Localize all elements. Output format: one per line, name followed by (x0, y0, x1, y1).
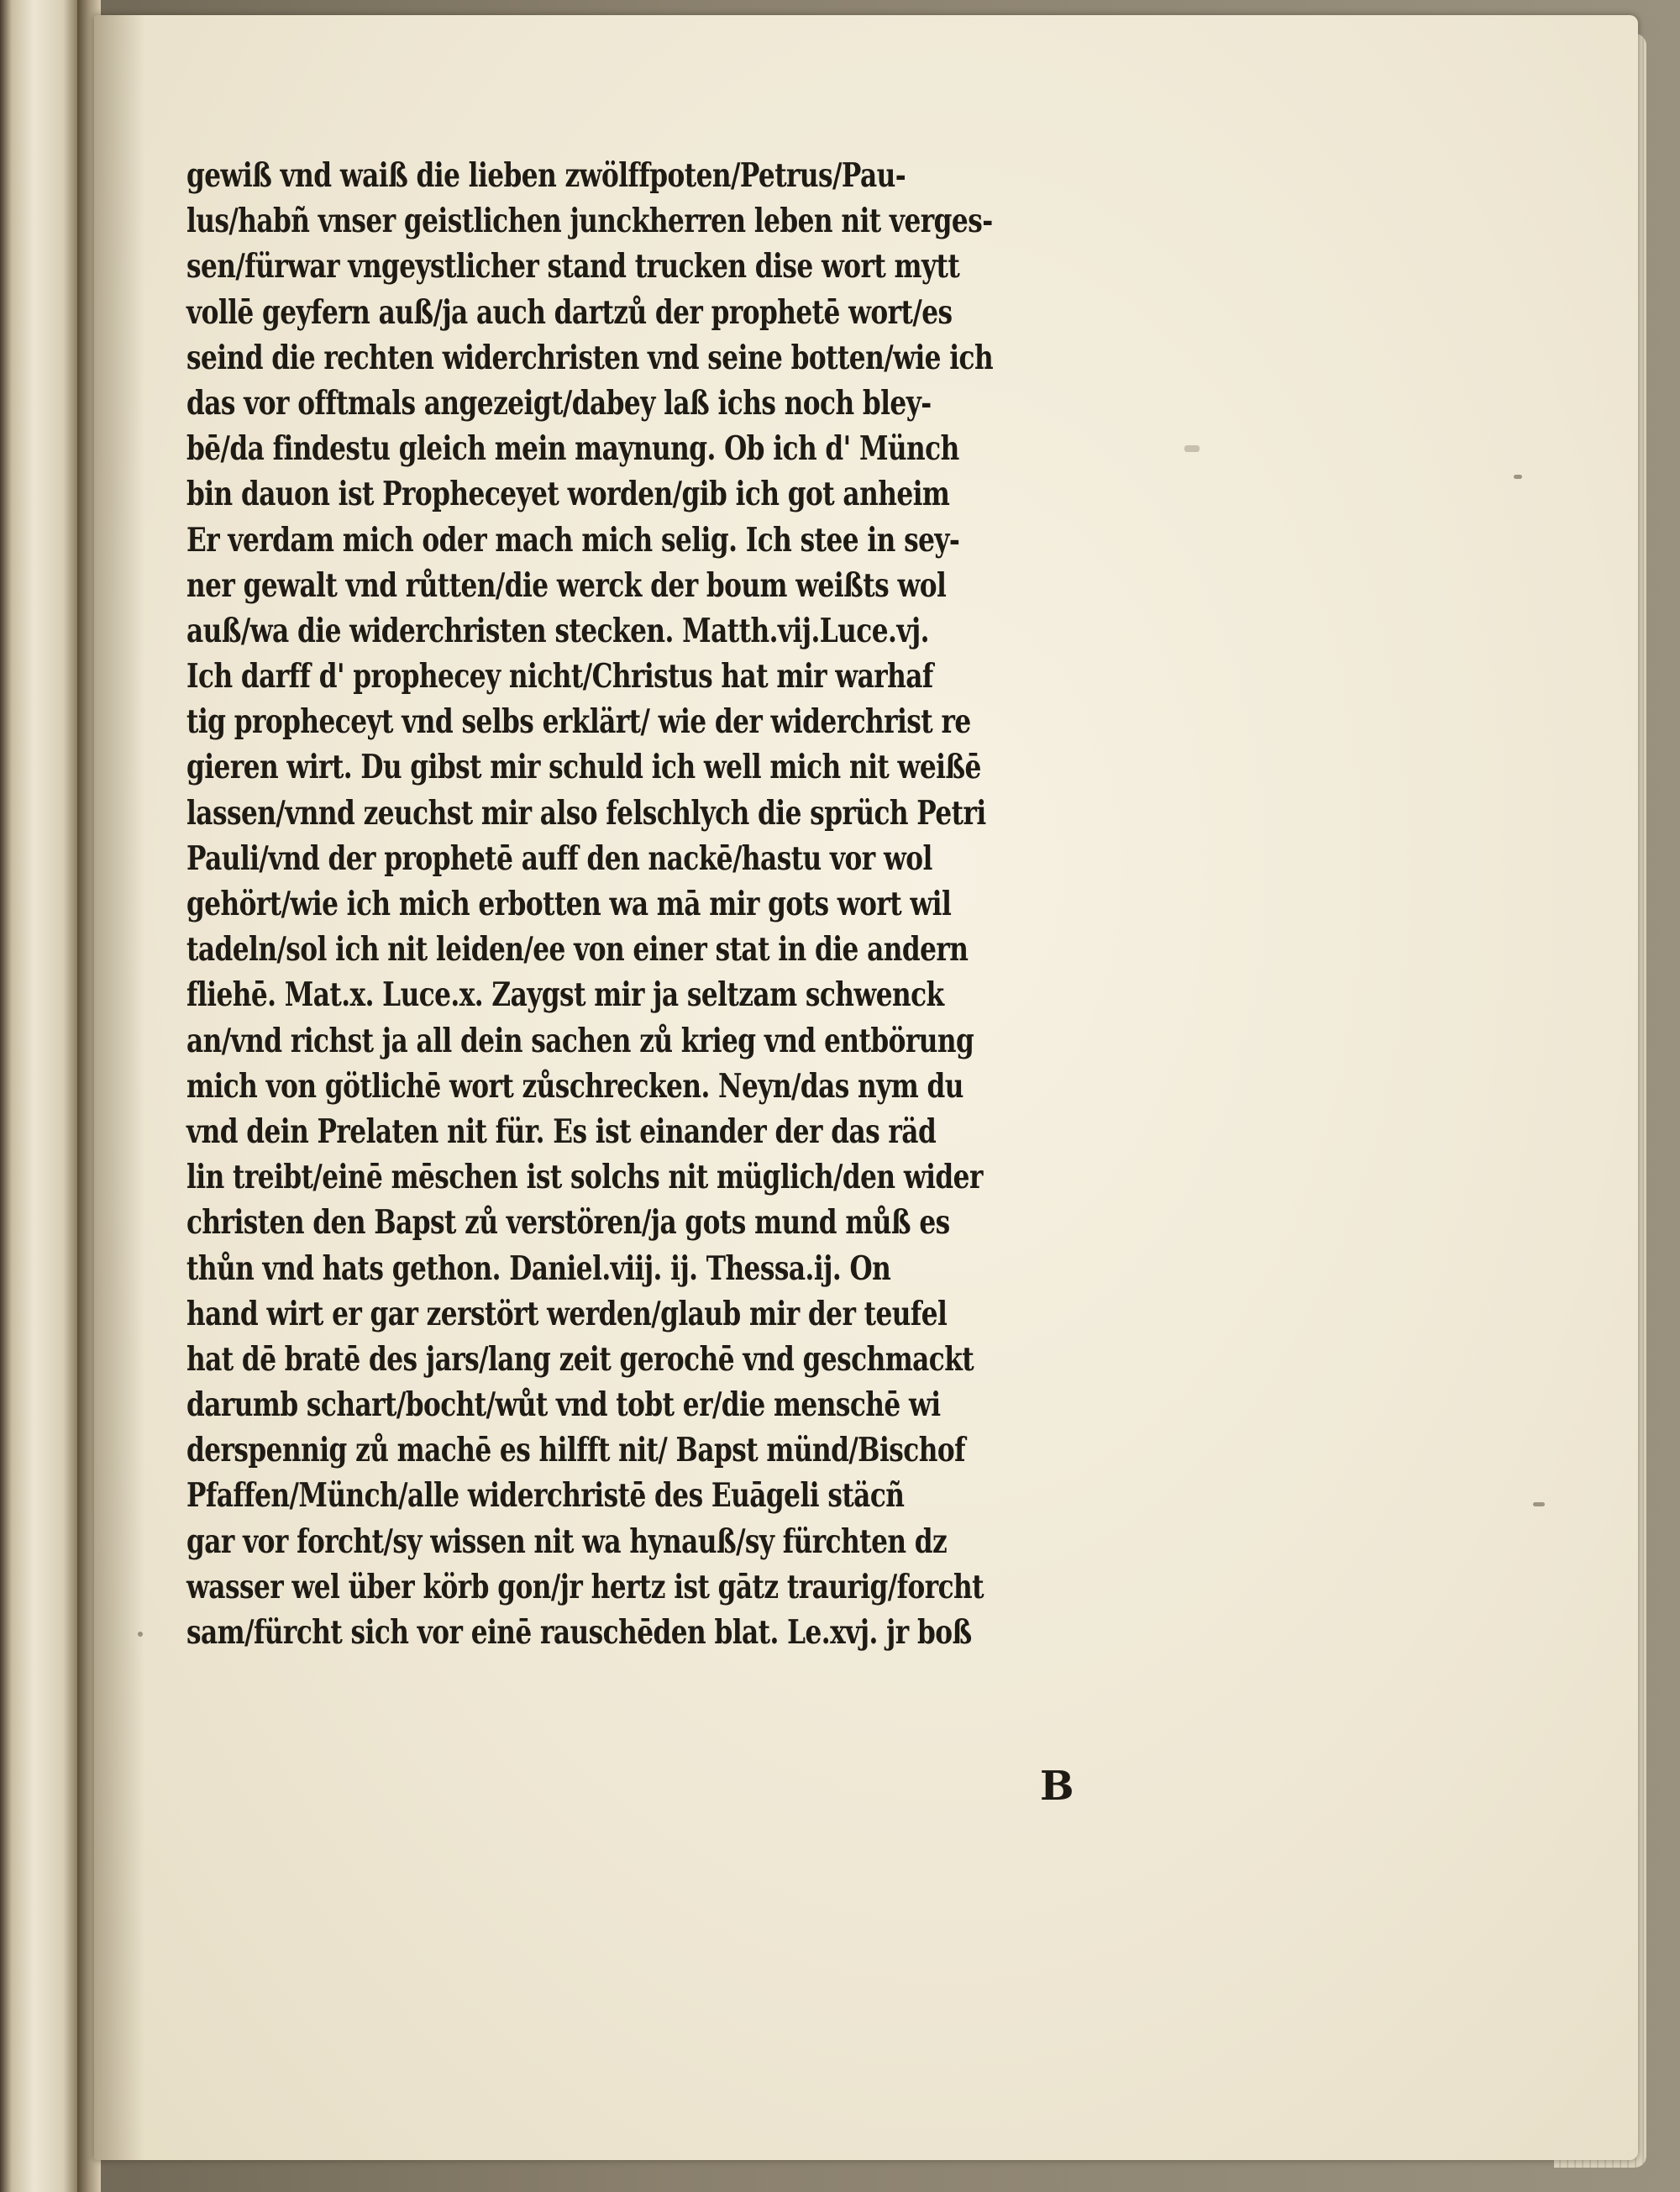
facing-page (0, 0, 77, 2192)
text-line: hand wirt er gar zerstört werden/glaub mir der teufel (186, 1294, 948, 1333)
text-line: derspennig zů machē es hilfft nit/ Bapst münd/Bischof (186, 1431, 965, 1470)
page-speck (138, 1632, 143, 1637)
text-line: tig propheceyt vnd selbs erklärt/ wie der widerchrist re (186, 702, 971, 742)
text-line: darumb schart/bocht/wůt vnd tobt er/die menschē wi (186, 1385, 941, 1425)
text-line: gar vor forcht/sy wissen nit wa hynauß/sy fürchten dz (186, 1522, 948, 1561)
text-line: mich von götlichē wort zůschrecken. Neyn/das nym du (186, 1066, 963, 1106)
body-text (186, 153, 1245, 1655)
text-line: bin dauon ist Propheceyet worden/gib ich got anheim (186, 475, 950, 514)
text-line: vnd dein Prelaten nit für. Es ist einander der das räd (186, 1112, 937, 1151)
text-line: lin treibt/einē mēschen ist solchs nit müglich/den wider (186, 1158, 983, 1197)
text-line: sen/fürwar vngeystlicher stand trucken dise wort mytt (186, 247, 960, 286)
text-line: gehört/wie ich mich erbotten wa mā mir gots wort wil (186, 885, 952, 923)
text-line: auß/wa die widerchristen stecken. Matth.vij.Luce.vj. (186, 611, 929, 650)
text-line: seind die rechten widerchristen vnd seine botten/wie ich (186, 338, 994, 377)
text-line: wasser wel über körb gon/jr hertz ist gātz traurig/forcht (186, 1567, 984, 1606)
text-line: lus/habñ vnser geistlichen junckherren leben nit verges- (186, 202, 993, 241)
text-line: tadeln/sol ich nit leiden/ee von einer stat in die andern (186, 930, 969, 970)
page-speck (1514, 475, 1522, 479)
page-speck (1533, 1502, 1545, 1506)
text-line: das vor offtmals angezeigt/dabey laß ichs noch bley- (186, 383, 932, 423)
text-line: gieren wirt. Du gibst mir schuld ich well mich nit weißē (186, 748, 981, 787)
text-line: fliehē. Mat.x. Luce.x. Zaygst mir ja seltzam schwenck (186, 975, 944, 1015)
text-line: gewiß vnd waiß die lieben zwölffpoten/Petrus/Pau- (186, 156, 906, 195)
text-line: lassen/vnnd zeuchst mir also felschlych die sprüch Petri (186, 793, 986, 833)
text-line: hat dē bratē des jars/lang zeit gerochē vnd geschmackt (186, 1339, 974, 1379)
text-line: an/vnd richst ja all dein sachen zů krieg vnd entbörung (186, 1021, 974, 1060)
text-line: ner gewalt vnd růtten/die werck der boum weißts wol (186, 565, 947, 605)
text-line: thůn vnd hats gethon. Daniel.viij. ij. Thessa.ij. On (186, 1248, 891, 1288)
text-line: sam/fürcht sich vor einē rauschēden blat. Le.xvj. jr boß (186, 1613, 972, 1652)
text-line: Pfaffen/Münch/alle widerchristē des Euāgeli stäcñ (186, 1476, 905, 1516)
text-line: bē/da findestu gleich mein maynung. Ob ich d' Münch (186, 429, 959, 469)
text-line: Ich darff d' prophecey nicht/Christus hat mir warhaf (186, 657, 933, 696)
text-line: vollē geyfern auß/ja auch dartzů der prophetē wort/es (186, 292, 953, 332)
text-line: Pauli/vnd der prophetē auff den nackē/hastu vor wol (186, 838, 932, 878)
text-line: christen den Bapst zů verstören/ja gots mund můß es (186, 1203, 950, 1243)
text-line: Er verdam mich oder mach mich selig. Ich stee in sey- (186, 520, 960, 560)
signature-mark: B (1040, 1763, 1074, 1810)
